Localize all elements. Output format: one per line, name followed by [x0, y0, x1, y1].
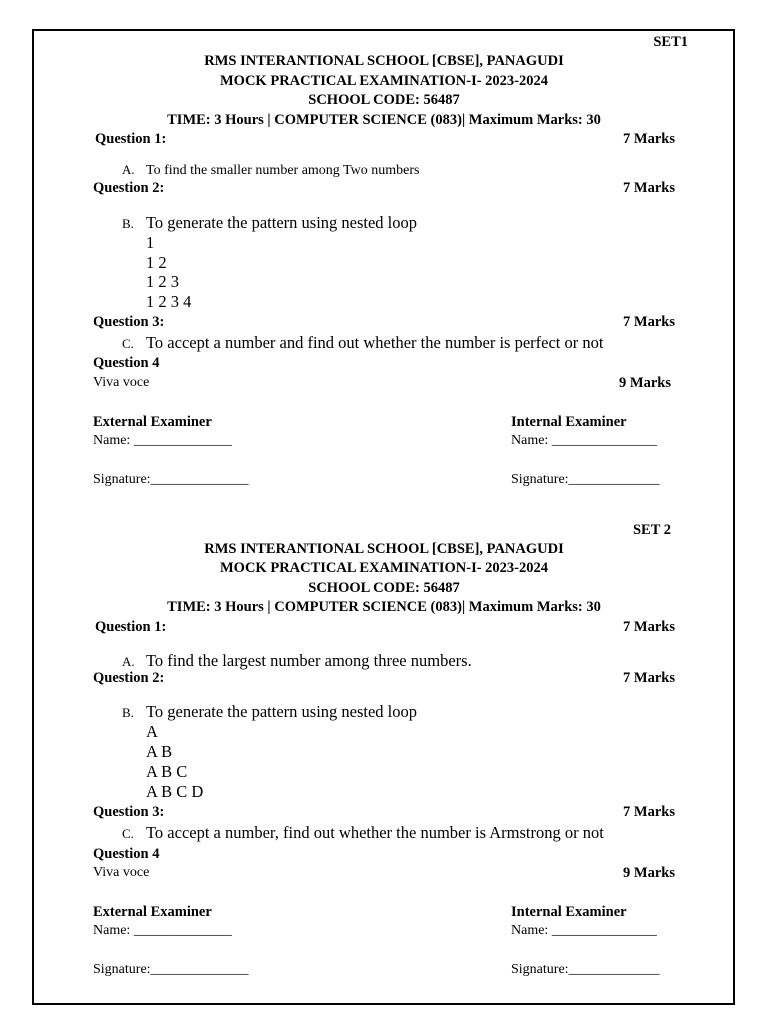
task-letter: A. [122, 654, 135, 669]
question-3-marks: 7 Marks [623, 314, 675, 330]
task-text: To accept a number, find out whether the number is Armstrong or not [146, 823, 604, 842]
exam-title: MOCK PRACTICAL EXAMINATION-I- 2023-2024 [220, 73, 548, 89]
pattern-line: 1 2 3 4 [146, 292, 192, 311]
task-letter: C. [122, 826, 134, 841]
question-3-task [122, 333, 603, 353]
question-1-task [122, 651, 472, 671]
question-1-label: Question 1: [95, 619, 167, 635]
external-name-line: Name: ______________ [93, 433, 232, 448]
task-letter: A. [122, 162, 135, 177]
question-2-task [122, 213, 417, 233]
task-letter: B. [122, 705, 134, 720]
question-4-text: Viva voce [93, 865, 150, 880]
task-text: To generate the pattern using nested loop [146, 702, 418, 721]
question-1-marks: 7 Marks [623, 619, 675, 635]
external-name-line: Name: ______________ [93, 923, 232, 938]
internal-examiner-heading: Internal Examiner [511, 414, 627, 430]
internal-signature-line: Signature:_____________ [511, 962, 660, 977]
internal-signature-line: Signature:_____________ [511, 472, 660, 487]
question-2-marks: 7 Marks [623, 180, 675, 196]
set-label: SET 2 [632, 522, 671, 538]
school-name: RMS INTERANTIONAL SCHOOL [CBSE], PANAGUDI [204, 541, 564, 557]
question-2-label: Question 2: [93, 670, 165, 686]
pattern-line: A B C [146, 762, 188, 781]
task-text: To generate the pattern using nested loop [146, 213, 418, 232]
school-code: SCHOOL CODE: 56487 [308, 92, 460, 108]
question-1-marks: 7 Marks [623, 131, 675, 147]
internal-examiner-heading: Internal Examiner [511, 904, 627, 920]
question-2-marks: 7 Marks [623, 670, 675, 686]
set-label: SET1 [653, 34, 688, 50]
question-4-label: Question 4 [93, 355, 160, 371]
question-3-label: Question 3: [93, 804, 165, 820]
pattern-line: A [146, 722, 158, 741]
exam-title: MOCK PRACTICAL EXAMINATION-I- 2023-2024 [220, 560, 548, 576]
task-text: To find the smaller number among Two numbers [146, 163, 420, 178]
internal-name-line: Name: _______________ [511, 433, 657, 448]
question-1-label: Question 1: [95, 131, 167, 147]
question-2-label: Question 2: [93, 180, 165, 196]
time-marks-line: TIME: 3 Hours | COMPUTER SCIENCE (083)| Maximum Marks: 30 [167, 112, 601, 128]
pattern-line: 1 2 [146, 253, 167, 272]
pattern-line: 1 2 3 [146, 272, 179, 291]
question-3-task [122, 823, 604, 843]
task-text: To find the largest number among three numbers. [146, 651, 472, 670]
pattern-line: A B C D [146, 782, 204, 801]
school-name: RMS INTERANTIONAL SCHOOL [CBSE], PANAGUDI [204, 53, 564, 69]
task-letter: B. [122, 216, 134, 231]
external-examiner-heading: External Examiner [93, 414, 212, 430]
question-4-text: Viva voce [93, 375, 150, 390]
question-2-task [122, 702, 417, 722]
internal-name-line: Name: _______________ [511, 923, 657, 938]
pattern-line: 1 [146, 233, 155, 252]
task-text: To accept a number and find out whether the number is perfect or not [146, 333, 604, 352]
external-signature-line: Signature:______________ [93, 962, 249, 977]
question-3-label: Question 3: [93, 314, 165, 330]
task-letter: C. [122, 336, 134, 351]
question-4-label: Question 4 [93, 846, 160, 862]
question-1-task [122, 162, 419, 179]
question-3-marks: 7 Marks [623, 804, 675, 820]
question-4-marks: 9 Marks [619, 375, 671, 391]
time-marks-line: TIME: 3 Hours | COMPUTER SCIENCE (083)| Maximum Marks: 30 [167, 599, 601, 615]
external-examiner-heading: External Examiner [93, 904, 212, 920]
external-signature-line: Signature:______________ [93, 472, 249, 487]
question-4-marks: 9 Marks [623, 865, 675, 881]
pattern-line: A B [146, 742, 173, 761]
school-code: SCHOOL CODE: 56487 [308, 580, 460, 596]
